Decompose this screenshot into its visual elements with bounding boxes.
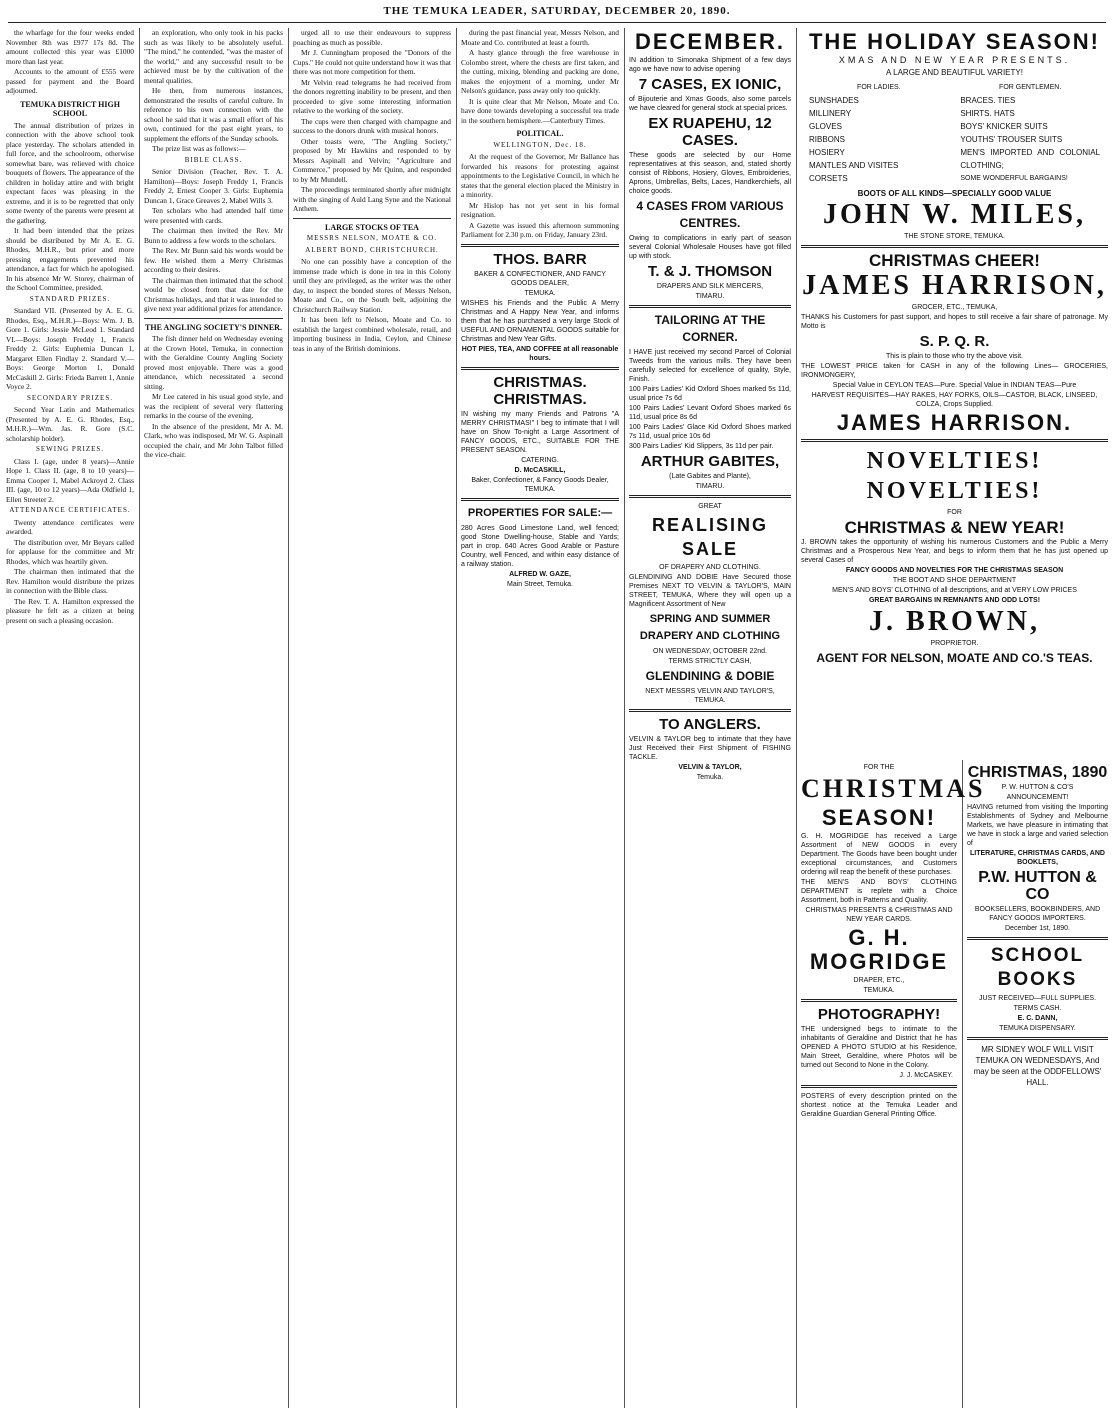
- advert-sign-sub: BOOKSELLERS, BOOKBINDERS, AND FANCY GOODS IMPORTERS.: [974, 906, 1101, 922]
- section-heading: POLITICAL.: [516, 129, 564, 138]
- advert-title: CHRISTMAS: [801, 774, 986, 803]
- divider: [461, 244, 619, 247]
- list-item: CORSETS: [809, 173, 848, 183]
- paragraph: urged all to use their endeavours to suppress poaching as much as possible.: [293, 28, 451, 47]
- list-item: SUNSHADES: [809, 95, 859, 105]
- list-item: HOSIERY: [809, 147, 845, 157]
- column-6-bottom-right: [967, 762, 1108, 1408]
- advert-catchline: HOT PIES, TEA, AND COFFEE at all reasonable hours.: [461, 345, 619, 362]
- advert-date: December 1st, 1890.: [1005, 925, 1070, 932]
- paragraph: Class I. (age, under 8 years)—Annie Hope 1. Class II. (age, 8 to 10 years)—Emma Cooper 1, Mabel Ackroyd 2. Class III. (age, 10 to 12 years)—Ada Oldfield 1, Ellen Streeter 2.: [6, 456, 134, 504]
- advert-body: These goods are selected by our Home representatives at this season, and, stated shortly consist of Ribbons, Hosiery, Gloves, Embroideries, Aprons, Umbrellas, Belts, Laces, Handkerchiefs, all choice goods.: [629, 152, 791, 195]
- advert-for: FOR: [947, 508, 962, 516]
- column-rule: [288, 28, 289, 1408]
- list-heading: FOR GENTLEMEN.: [999, 83, 1062, 91]
- column-rule: [796, 28, 797, 1408]
- advert-shop: TEMUKA DISPENSARY.: [999, 1025, 1076, 1032]
- paragraph: At the request of the Governor, Mr Ballance has forwarded his reasons for protesting against appointments to the Legislative Council, in which he states that the general election placed the Ministry in a minority.: [461, 152, 619, 199]
- advert-agent: AGENT FOR NELSON, MOATE AND CO.'S TEAS.: [816, 650, 1093, 665]
- advert-motto: S. P. Q. R.: [919, 332, 990, 350]
- advert-town: TIMARU.: [695, 293, 725, 300]
- advert-body: VELVIN & TAYLOR beg to intimate that they have Just Received their First Shipment of FISHING TACKLE.: [629, 736, 791, 761]
- paragraph: Twenty attendance certificates were awarded.: [6, 517, 134, 536]
- paragraph: Other toasts were, "The Angling Society," proposed by Mr Hawkins and responded to by Messrs Aspinall and Velvin; "Agriculture and Commerce," proposed by Mr Quinn, and responded to by Mr Mundell.: [293, 136, 451, 184]
- advert-for: FOR THE: [863, 764, 895, 771]
- advert-body: HAVING returned from visiting the Importing Establishments of Sydney and Melbourne Markets, we have pleasure in intimating that we have in stock a large and varied selection of: [967, 804, 1108, 847]
- advert-title: PHOTOGRAPHY!: [817, 1006, 941, 1023]
- column-rule: [962, 760, 963, 1408]
- advert-pre: CHRISTMAS CHEER!: [869, 250, 1040, 270]
- paragraph: The chairman then intimated that the Rev. Hamilton would distribute the prizes in connection with the Bible class.: [6, 567, 134, 595]
- advert-body: J. BROWN takes the opportunity of wishing his numerous Customers and the Public a Merry Christmas and a Prosperous New Year, and begs to inform them that he has just opened up several Cases of: [801, 538, 1108, 564]
- advert-heading: 4 CASES FROM VARIOUS CENTRES.: [636, 199, 784, 230]
- advert-firm-sub: DRAPERS AND SILK MERCERS,: [656, 283, 764, 290]
- list-item: MANTLES AND VISITES: [809, 160, 899, 170]
- advert-heading: EX RUAPEHU, 12 CASES.: [648, 115, 772, 149]
- paragraph: The chairman then intimated that the school would be closed from that date for the Christmas holidays, and that it was intended to give next year additional prizes for attendance.: [144, 275, 283, 313]
- advert-body: IN wishing my many Friends and Patrons "A MERRY CHRISTMAS!" I beg to intimate that I will have on Show To-night a Large Assortment of FANCY GOODS, ETC., SUITABLE FOR THE PRESENT SEASON.: [461, 410, 619, 454]
- shoe-list: [629, 385, 791, 451]
- advert-properties: [461, 505, 619, 589]
- paragraph: A Gazette was issued this afternoon summoning Parliament for 2.30 p.m. on Friday, January 23rd.: [461, 220, 619, 239]
- list-item: BRACES. TIES: [960, 95, 1016, 105]
- advert-name: ARTHUR GABITES,: [640, 453, 780, 470]
- advert-line: GREAT BARGAINS IN REMNANTS AND ODD LOTS!: [868, 596, 1041, 604]
- paragraph: the wharfage for the four weeks ended November 8th was £977 17s 8d. The amount collected this year was £1000 more than last year.: [6, 28, 134, 66]
- section-heading: TEMUKA DISTRICT HIGH SCHOOL: [20, 99, 120, 118]
- list-item: YOUTHS' TROUSER SUITS: [960, 134, 1063, 144]
- advert-title: CHRISTMAS. CHRISTMAS.: [493, 373, 587, 408]
- paragraph: The Rev. T. A. Hamilton expressed the pleasure he felt as a citizen at being present on such a pleasing occasion.: [6, 596, 134, 625]
- paragraph: The prize list was as follows:—: [152, 144, 246, 153]
- advert-trade: GROCER, ETC., TEMUKA,: [911, 303, 998, 311]
- advert-name: G. H. MOGRIDGE: [809, 925, 949, 974]
- list-item: MILLINERY: [809, 108, 852, 118]
- column-rule: [624, 28, 625, 1408]
- paragraph: A hasty glance through the free warehouse in Colombo street, where the chests are first taken, and the cutting, mixing, blending and packing are done, makes the enjoyment of a morning, under Mr Nelson's guidance, pass away only too quickly.: [461, 48, 619, 95]
- masthead-rule: [8, 22, 1106, 23]
- advert-body: G. H. MOGRIDGE has received a Large Assortment of NEW GOODS in every Department. The Goods have been bought under exceptional circumstances, and Customers ordering will reap the benefit of these purchases.: [801, 833, 957, 876]
- advert-body: IN addition to Simonaka Shipment of a few days ago we have now to advise opening: [629, 57, 791, 73]
- column-3: [293, 28, 451, 1408]
- paragraph: The fish dinner held on Wednesday evening at the Crown Hotel, Temuka, in connection with the Geraldine County Angling Society proved most enjoyable. There was a good attendance, which necessitated a second sitting.: [144, 334, 283, 391]
- advert-title: PROPERTIES FOR SALE:—: [467, 506, 613, 519]
- advert-name: VELVIN & TAYLOR,: [678, 764, 742, 771]
- column-rule: [456, 28, 457, 1408]
- divider: [629, 305, 791, 308]
- divider: [461, 367, 619, 370]
- paragraph: No one can possibly have a conception of the immense trade which is done in tea in this Colony until they are privileged, as the writer was the other day, to inspect the bonded stores of Messrs Nelson, Moate and Co., on the South belt, adjoining the Christchurch Railway Station.: [293, 257, 451, 314]
- advert-body: WISHES his Friends and the Public A Merry Christmas and A Happy New Year, and informs them that he has purchased a very large Stock of USEFUL AND ORNAMENTAL GOODS suitable for Christmas and New Year Gifts.: [461, 299, 619, 343]
- paragraph: It had been intended that the prizes should be distributed by Mr A. E. G. Rhodes, M.H.R., but prior and more pressing engagements prevented his attendance, a fact for which he apologised. In his absence Mr W. Storey, chairman of the School Committee, presided.: [6, 226, 134, 292]
- column-6-top: [801, 28, 1108, 758]
- divider: [967, 1037, 1108, 1040]
- paragraph: Second Year Latin and Mathematics (Presented by A. E. G. Rhodes, Esq., M.H.R.)—Wm. Jas. R. Gore (S.C. scholarship holder).: [6, 405, 134, 443]
- advert-body: THANKS his Customers for past support, and hopes to still receive a fair share of patronage. My Motto is: [801, 313, 1108, 330]
- advert-town: Temuka.: [696, 774, 724, 781]
- advert-line: FANCY GOODS AND NOVELTIES FOR THE CHRISTMAS SEASON: [845, 566, 1064, 574]
- list-item: 100 Pairs Ladies' Glace Kid Oxford Shoes marked 7s 11d, usual price 10s 6d: [629, 424, 791, 440]
- divider: [801, 999, 957, 1002]
- advert-sign: P.W. HUTTON & CO: [978, 869, 1097, 903]
- advert-title: TAILORING AT THE CORNER.: [654, 313, 766, 344]
- paragraph: The proceedings terminated shortly after midnight with the singing of Auld Lang Syne and the National Anthem.: [293, 185, 451, 213]
- advert-body: Owing to complications in early part of season several Colonial Wholesale Houses have got filled up with stock.: [629, 235, 791, 260]
- advert-title: DECEMBER.: [634, 29, 785, 54]
- advert-body: of Bijouterie and Xmas Goods, also some parcels we have cleared for general stock at special prices.: [629, 96, 791, 112]
- column-5: [629, 28, 791, 1408]
- paragraph: during the past financial year, Messrs Nelson, and Moate and Co. contributed at least a fourth.: [461, 28, 619, 47]
- paragraph: Mr J. Cunningham proposed the "Donors of the Cups." He could not quite understand how it was that there was not more competition for them.: [293, 48, 451, 76]
- list-item: 300 Pairs Ladies' Kid Slippers, 3s 11d per pair.: [629, 443, 774, 450]
- advert-terms: TERMS CASH.: [1013, 1005, 1062, 1012]
- list-item: 100 Pairs Ladies' Levant Oxford Shoes marked 6s 11d, usual price 8s 6d: [629, 405, 791, 421]
- paragraph: Mr Hislop has not yet sent in his formal resignation.: [461, 200, 619, 219]
- advert-two-lists: [809, 81, 1100, 185]
- advert-title2: SEASON!: [821, 805, 937, 830]
- advert-mccaskill: [461, 374, 619, 494]
- advert-body: THE LOWEST PRICE taken for CASH in any of the following Lines— GROCERIES, IRONMONGERY,: [801, 362, 1108, 379]
- paragraph: The distribution over, Mr Beyars called for applause for the committee and Mr Rhodes, which was heartily given.: [6, 537, 134, 566]
- advert-town: TIMARU.: [695, 483, 725, 490]
- advert-presents: CHRISTMAS PRESENTS & CHRISTMAS AND NEW YEAR CARDS.: [805, 907, 953, 923]
- advert-sub: (Late Gabites and Plante),: [669, 473, 751, 480]
- advert-title: NOVELTIES! NOVELTIES!: [866, 447, 1043, 504]
- advert-town: TEMUKA.: [863, 987, 895, 994]
- list-item: MEN'S IMPORTED AND COLONIAL CLOTHING;: [960, 147, 1100, 170]
- advert-catchline: SPRING AND SUMMER DRAPERY AND CLOTHING: [639, 613, 781, 642]
- advert-name: D. McCASKILL,: [514, 466, 566, 474]
- subheading: MESSRS NELSON, MOATE & CO.: [306, 234, 438, 242]
- advert-special: Special Value in CEYLON TEAS—Pure. Special Value in INDIAN TEAS—Pure: [832, 381, 1077, 389]
- advert-firm-sub: NEXT MESSRS VELVIN AND TAYLOR'S, TEMUKA.: [645, 688, 775, 704]
- column-6-bottom-left: [801, 762, 986, 1408]
- advert-trade: DRAPER, ETC.,: [853, 977, 905, 984]
- advert-heading: 7 CASES, EX IONIC,: [638, 76, 782, 93]
- advert-lines: LITERATURE, CHRISTMAS CARDS, AND BOOKLETS,: [970, 850, 1105, 866]
- list-item: SOME WONDERFUL BARGAINS!: [960, 174, 1068, 182]
- paragraph: It is quite clear that Mr Nelson, Moate and Co. have done towards developing a successful tea trade in the southern hemisphere.—Canterbury Times.: [461, 96, 619, 125]
- advert-firm: JOHN W. MILES,: [823, 198, 1086, 230]
- paragraph: Standard VII. (Presented by A. E. G. Rhodes, Esq., M.H.R.)—Boys: Wm. J. B. Gore 1. Girls: Jessie McLeod 1. Standard VI.—Boys: Joseph Freddy 1, Francis Freddy 2. Girls: Euphemia Duncan 1, Margaret Ellen Findlay 2. Standard V.—Boys: George Morton 1, Donald McCaskill 2. Girls: Frieda Barrett 1, Annie Voyce 2.: [6, 306, 134, 391]
- section-heading: LARGE STOCKS OF TEA: [325, 222, 419, 232]
- subheading: BIBLE CLASS.: [184, 155, 243, 164]
- advert-line: THE BOOT AND SHOE DEPARTMENT: [892, 576, 1017, 584]
- advert-title: THE HOLIDAY SEASON!: [808, 29, 1101, 54]
- divider: [293, 218, 451, 219]
- advert-note: This is plain to those who try the above visit.: [886, 352, 1023, 360]
- advert-firm: T. & J. THOMSON: [647, 263, 773, 280]
- paragraph: The Rev. Mr Bunn said his words would be few. He wished them a Merry Christmas according to their desires.: [144, 246, 283, 274]
- dateline: WELLINGTON, Dec. 18.: [493, 140, 587, 149]
- divider: [801, 1085, 957, 1088]
- advert-title: SCHOOL BOOKS: [990, 945, 1085, 990]
- advert-sub: XMAS AND NEW YEAR PRESENTS.: [838, 55, 1071, 65]
- list-item: SHIRTS. HATS: [960, 108, 1015, 118]
- advert-name: J. BROWN,: [869, 605, 1040, 637]
- paragraph: The cups were then charged with champagne and success to the donors drunk with musical honors.: [293, 116, 451, 135]
- list-item: RIBBONS: [809, 134, 846, 144]
- paragraph: Mr Velvin read telegrams he had received from the donors regretting inability to be present, and then proceeded to give some interesting information relative to the working of the society.: [293, 77, 451, 115]
- list-heading: FOR LADIES.: [857, 83, 901, 91]
- advert-sub: CHRISTMAS & NEW YEAR!: [844, 517, 1065, 537]
- divider: [461, 498, 619, 501]
- advert-sign: J. J. McCASKEY.: [899, 1072, 953, 1079]
- column-1: [6, 28, 134, 1408]
- advert-barr: [461, 251, 619, 363]
- advert-sub: ANNOUNCEMENT!: [1006, 794, 1069, 801]
- advert-pre: GREAT: [698, 503, 722, 510]
- ladies-list: [809, 81, 949, 185]
- paragraph: He then, from numerous instances, demonstrated the results of careful culture. In reference to his own connection with the school he said that it was a small effort of his own, continued for the past eight years, to supplement the efforts of the Sunday schools.: [144, 86, 283, 143]
- advert-sub: OF DRAPERY AND CLOTHING.: [659, 564, 761, 571]
- advert-title: REALISING SALE: [651, 515, 768, 559]
- divider: [801, 439, 1108, 442]
- paragraph: Mr Lee catered in his usual good style, and was the recipient of several very flattering remarks in the course of the evening.: [144, 392, 283, 420]
- column-4: [461, 28, 619, 1408]
- advert-body: JUST RECEIVED—FULL SUPPLIES.: [978, 995, 1097, 1002]
- column-2: [144, 28, 283, 1408]
- advert-town: TEMUKA.: [524, 289, 556, 297]
- section-heading: THE ANGLING SOCIETY'S DINNER.: [145, 322, 282, 332]
- list-item: GLOVES: [809, 121, 842, 131]
- paragraph: Senior Division (Teacher, Rev. T. A. Hamilton)—Boys: Joseph Freddy 1, Francis Freddy 2, Ernest Cooper 3. Girls: Euphemia Duncan 1, Grace Greaves 2, Mabel Wills 3.: [144, 167, 283, 205]
- advert-body: GLENDINING AND DOBIE Have Secured those Premises NEXT TO VELVIN & TAYLOR'S, MAIN STREET, TEMUKA, Where they will open up a Magnificent Assortment of New: [629, 574, 791, 608]
- advert-name: E. C. DANN,: [1017, 1015, 1058, 1022]
- subheading: SEWING PRIZES.: [35, 445, 105, 453]
- subheading: SECONDARY PRIZES.: [27, 393, 113, 402]
- advert-variety: A LARGE AND BEAUTIFUL VARIETY!: [886, 67, 1023, 77]
- advert-body: MR SIDNEY WOLF WILL VISIT TEMUKA ON WEDNESDAYS, And may be seen at the ODDFELLOWS' HALL.: [973, 1045, 1102, 1087]
- advert-name: ALFRED W. GAZE,: [509, 570, 571, 578]
- divider: [629, 709, 791, 712]
- dateline: ALBERT BOND, CHRISTCHURCH.: [305, 245, 439, 254]
- paragraph: an exploration, who only took in his packs such as was likely to be absolutely useful. "The mind," he contended, "was the master of the world," and any successful result to be achieved must be by the cultivation of the mental qualities.: [144, 28, 283, 85]
- divider: [144, 318, 283, 319]
- gents-list: [960, 81, 1100, 185]
- list-item: BOYS' KNICKER SUITS: [960, 121, 1048, 131]
- advert-harvest: HARVEST REQUISITES—HAY RAKES, HAY FORKS, OILS—CASTOR, BLACK, LINSEED, COLZA, Crops Supplied.: [811, 391, 1098, 408]
- subheading: STANDARD PRIZES.: [29, 294, 111, 303]
- advert-firm: P. W. HUTTON & CO'S: [1001, 784, 1074, 791]
- subheading: ATTENDANCE CERTIFICATES.: [9, 506, 131, 514]
- advert-subheading: CATERING.: [521, 456, 559, 464]
- advert-boots: BOOTS OF ALL KINDS—SPECIALLY GOOD VALUE: [857, 188, 1052, 198]
- advert-posters: POSTERS of every description printed on the shortest notice at the Temuka Leader and Geraldine Guardian General Printing Office.: [801, 1092, 957, 1118]
- advert-firm-sub: THE STONE STORE, TEMUKA.: [904, 232, 1005, 240]
- advert-body: 280 Acres Good Limestone Land, well fenced; good Stone Dwelling-house, Stable and Yards; part in crop. 640 Acres Good Arable or Pasture Country, well Fenced, and within easy distance of a railway station.: [461, 524, 619, 568]
- paragraph: The annual distribution of prizes in connection with the above school took place yesterday. The scholars attended in full force, and the schoolroom, otherwise somewhat bare, was relieved with choice bouquets of flowers. The appearance of the children in holiday attire and with bright expectant faces was pleasing in the extreme, and it is to be regretted that only some twenty of the parents were present at the gathering.: [6, 120, 134, 225]
- paragraph: In the absence of the president, Mr A. M. Clark, who was indisposed, Mr W. G. Aspinall occupied the chair, and Mr John Talbot filled the vice-chair.: [144, 421, 283, 459]
- advert-title: TO ANGLERS.: [659, 716, 761, 733]
- column-rule: [139, 28, 140, 1408]
- advert-line: MEN'S AND BOYS' CLOTHING of all descriptions, and at VERY LOW PRICES: [832, 586, 1077, 594]
- masthead: THE TEMUKA LEADER, SATURDAY, DECEMBER 20, 1890.: [383, 5, 731, 17]
- advert-date: ON WEDNESDAY, OCTOBER 22nd.: [653, 648, 767, 655]
- advert-subtitle: BAKER & CONFECTIONER, AND FANCY GOODS DEALER,: [474, 270, 606, 287]
- divider: [801, 245, 1108, 248]
- advert-title: CHRISTMAS, 1890: [967, 764, 1108, 781]
- advert-terms: TERMS STRICTLY CASH,: [668, 658, 752, 665]
- list-item: 100 Pairs Ladies' Kid Oxford Shoes marked 5s 11d, usual price 7s 6d: [629, 386, 791, 402]
- advert-trade: Baker, Confectioner, & Fancy Goods Dealer, TEMUKA.: [471, 476, 609, 493]
- advert-body: I HAVE just received my second Parcel of Colonial Tweeds from the various mills. They have been carefully selected for excellence of quality, Style, Finish.: [629, 349, 791, 383]
- advert-body: THE MEN'S AND BOYS' CLOTHING DEPARTMENT is replete with a Choice Assortment, both in Patterns and Quality.: [801, 879, 957, 904]
- paragraph: Accounts to the amount of £555 were passed for payment and the Board adjourned.: [6, 67, 134, 95]
- divider: [629, 495, 791, 498]
- advert-firm: GLENDINING & DOBIE: [645, 669, 775, 683]
- advert-title: THOS. BARR: [493, 250, 587, 268]
- advert-prop: PROPRIETOR.: [930, 639, 979, 647]
- advert-sign: JAMES HARRISON.: [836, 409, 1073, 435]
- divider: [967, 937, 1108, 940]
- paragraph: It has been left to Nelson, Moate and Co. to establish the largest combined wholesale, retail, and importing business in India, Ceylon, and Chinese teas in any of the British dominions.: [293, 315, 451, 353]
- advert-title: JAMES HARRISON,: [802, 269, 1107, 301]
- advert-address: Main Street, Temuka.: [506, 580, 573, 588]
- paragraph: The chairman then invited the Rev. Mr Bunn to address a few words to the scholars.: [144, 226, 283, 245]
- advert-body: THE undersigned begs to intimate to the inhabitants of Geraldine and District that he has OPENED A PHOTO STUDIO at his Residence, Main Street, Geraldine, where Photos will be turned out Second to None in the Colony.: [801, 1026, 957, 1069]
- paragraph: Ten scholars who had attended half time were presented with cards.: [144, 206, 283, 225]
